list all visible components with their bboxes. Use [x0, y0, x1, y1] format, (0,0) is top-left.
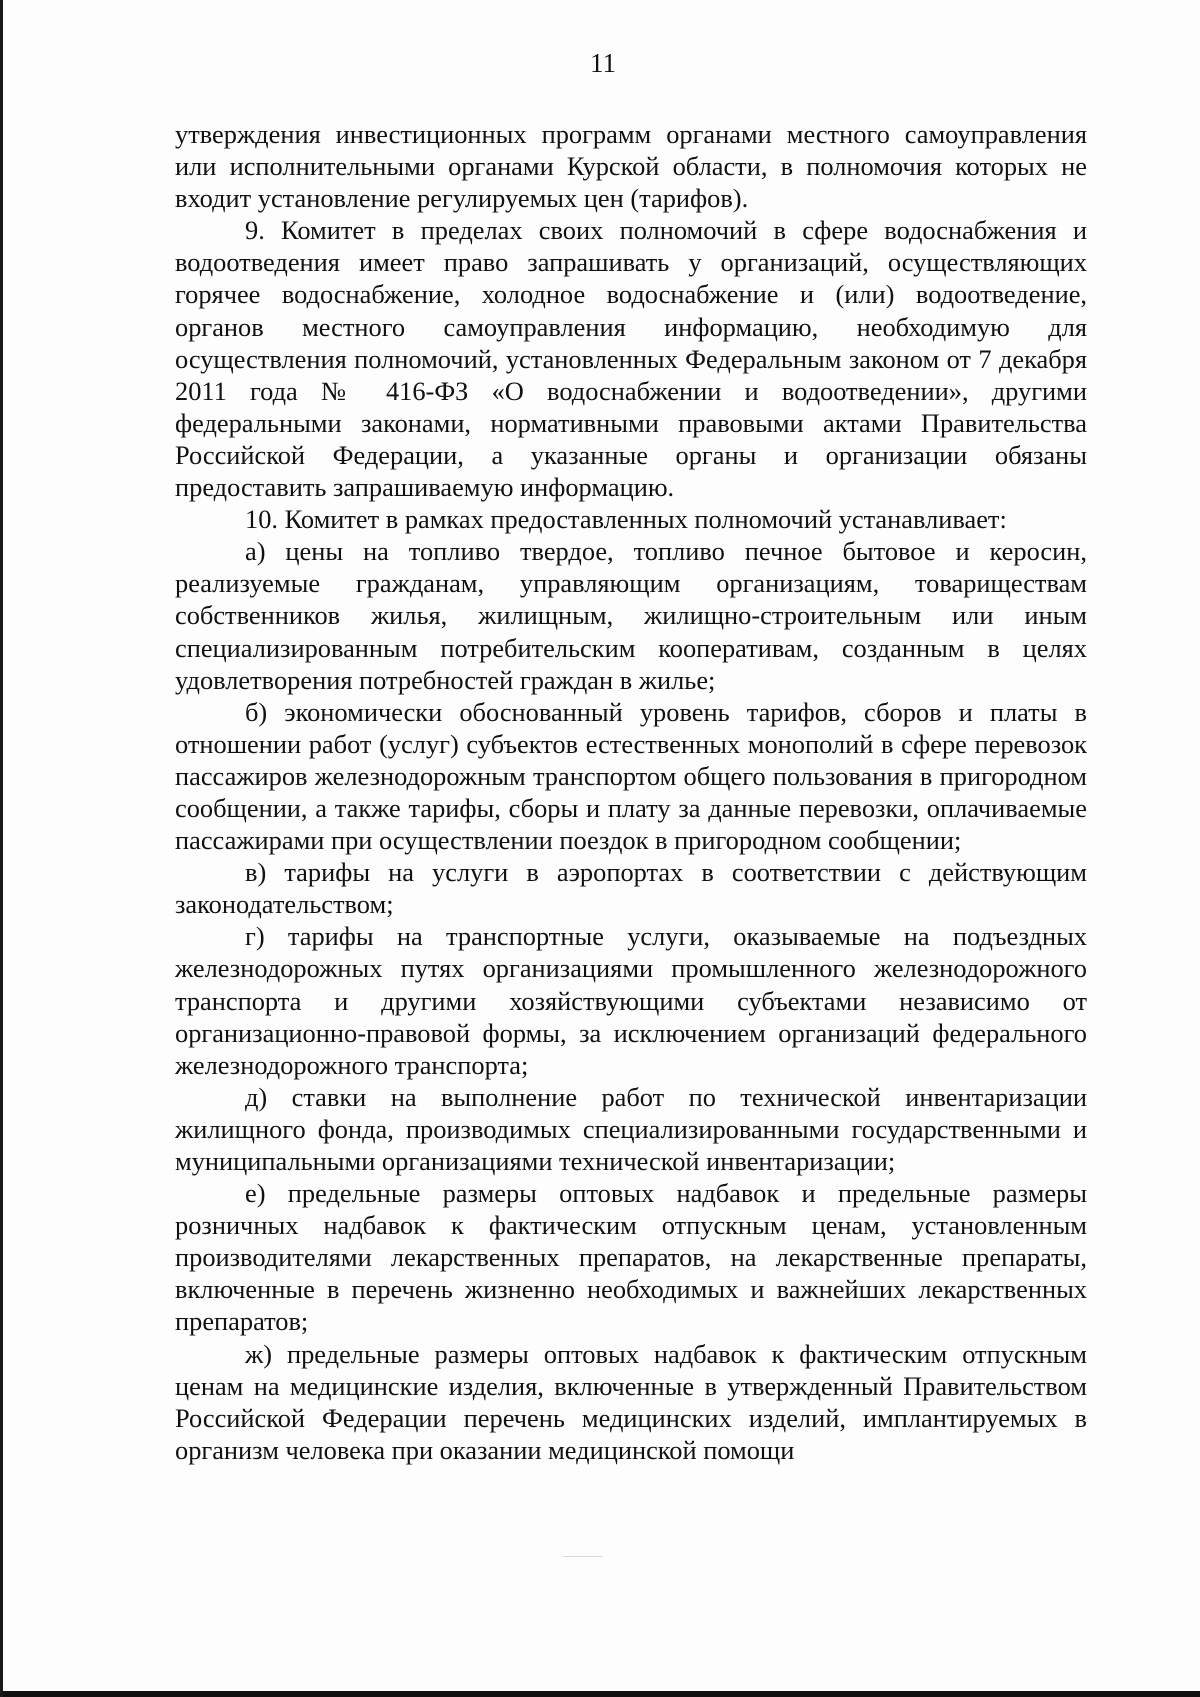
paragraph-subitem-e: е) предельные размеры оптовых надбавок и предельные размеры розничных надбавок к фактическим отпускным ценам, установленным производителями лекарственных препаратов, на лекарственные препараты, включенные в перечень жизненно необходимых и важнейших лекарственных препаратов;: [175, 1178, 1087, 1337]
paragraph-subitem-b: б) экономически обоснованный уровень тарифов, сборов и платы в отношении работ (услуг) субъектов естественных монополий в сфере перевозок пассажиров железнодорожным транспортом общего пользования в пригородном сообщении, а также тарифы, сборы и плату за данные перевозки, оплачиваемые пассажирами при осуществлении поездок в пригородном сообщении;: [175, 696, 1087, 856]
page-number: 11: [590, 48, 616, 78]
page-bottom-edge: [3, 1691, 1200, 1697]
document-body: [175, 118, 1087, 1466]
paragraph-item-10: 10. Комитет в рамках предоставленных полномочий устанавливает:: [245, 504, 1007, 535]
paragraph-continuation: утверждения инвестиционных программ органами местного самоуправления или исполнительными органами Курской области, в полномочия которых не входит установление регулируемых цен (тарифов).: [175, 119, 1087, 214]
paragraph-subitem-g: г) тарифы на транспортные услуги, оказываемые на подъездных железнодорожных путях организациями промышленного железнодорожного транспорта и другими хозяйствующими субъектами независимо от организационно-правовой формы, за исключением организаций федерального железнодорожного транспорта;: [175, 921, 1087, 1080]
paragraph-subitem-v: в) тарифы на услуги в аэропортах в соответствии с действующим законодательством;: [175, 857, 1087, 920]
paragraph-subitem-d: д) ставки на выполнение работ по технической инвентаризации жилищного фонда, производимых специализированными государственными и муниципальными организациями технической инвентаризации;: [175, 1081, 1087, 1176]
scan-artifact-line: [563, 1556, 603, 1557]
paragraph-subitem-a: а) цены на топливо твердое, топливо печное бытовое и керосин, реализуемые гражданам, управляющим организациям, товариществам собственников жилья, жилищным, жилищно-строительным или иным специализированным потребительским кооперативам, созданным в целях удовлетворения потребностей граждан в жилье;: [175, 536, 1087, 695]
paragraph-item-9: 9. Комитет в пределах своих полномочий в сфере водоснабжения и водоотведения имеет право запрашивать у организаций, осуществляющих горячее водоснабжение, холодное водоснабжение и (или) водоотведение, органов местного самоуправления информацию, необходимую для осуществления полномочий, установленных Федеральным законом от 7 декабря 2011 года № 416-ФЗ «О водоснабжении и водоотведении», другими федеральными законами, нормативными правовыми актами Правительства Российской Федерации, а указанные органы и организации обязаны предоставить запрашиваемую информацию.: [175, 215, 1087, 503]
paragraph-subitem-zh: ж) предельные размеры оптовых надбавок к фактическим отпускным ценам на медицинские изделия, включенные в утвержденный Правительством Российской Федерации перечень медицинских изделий, имплантируемых в организм человека при оказании медицинской помощи: [175, 1338, 1087, 1465]
